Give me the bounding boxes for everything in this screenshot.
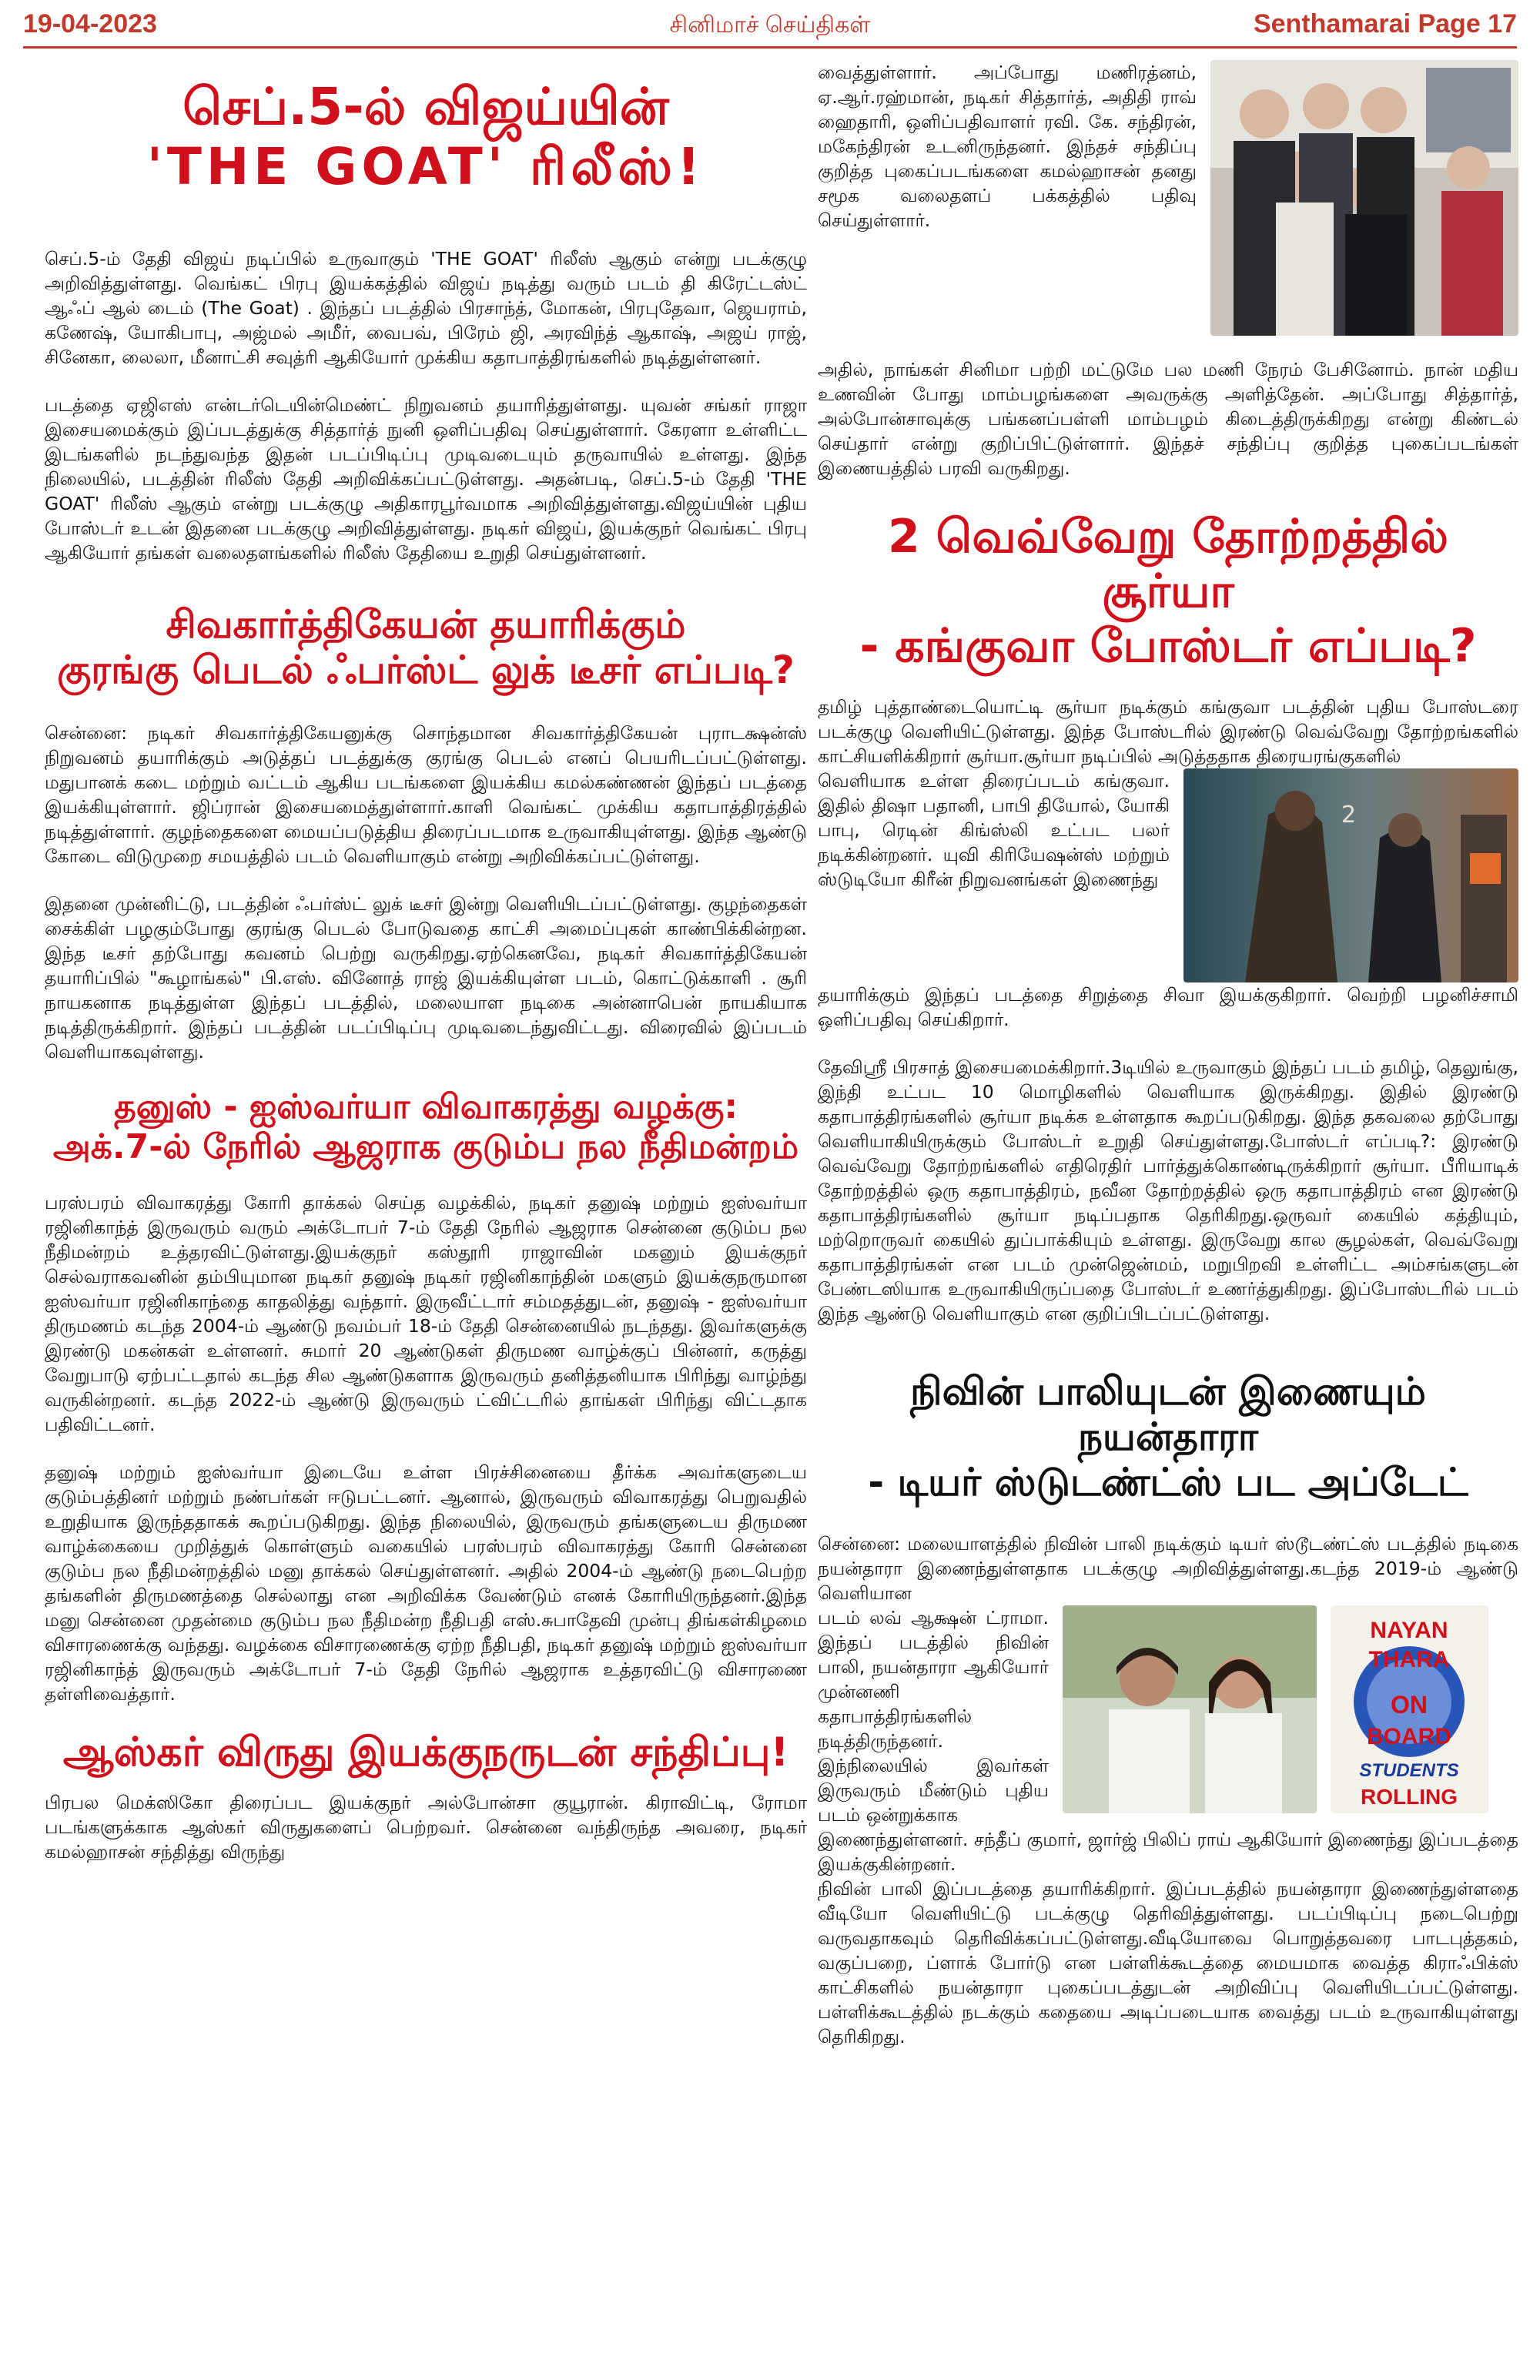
dhanush-headline <box>45 1087 807 1167</box>
surya-article <box>818 695 1518 1326</box>
siva-headline-line1: சிவகார்த்திகேயன் தயாரிக்கும் <box>166 601 686 647</box>
paper-page-number: Senthamarai Page 17 <box>1253 9 1517 38</box>
surya-wrap-text: வெளியாக உள்ள திரைப்படம் கங்குவா. இதில் திஷா பதானி, பாபி தியோல், யோகி பாபு, ரெடின் கிங்ஸ்லி உட்பட பலர் நடிக்கின்றனர். யுவி கிரியேஷன்ஸ் மற்றும் ஸ்டுடியோ கிரீன் நிறுவனங்கள் இணைந்து <box>818 770 1170 891</box>
oscar-article-end <box>818 357 1518 480</box>
svg-text:BOARD: BOARD <box>1367 1724 1451 1750</box>
goat-headline <box>45 77 807 197</box>
goat-article <box>45 246 807 565</box>
surya-headline-line2: - கங்குவா போஸ்டர் எப்படி? <box>859 618 1477 673</box>
oscar-article <box>45 1790 807 1864</box>
nivin-headline-line1: நிவின் பாலியுடன் இணையும் நயன்தாரா <box>910 1369 1426 1460</box>
oscar-headline: ஆஸ்கர் விருது இயக்குநருடன் சந்திப்பு! <box>62 1729 789 1776</box>
oscar-continued-text: வைத்துள்ளார். அப்போது மணிரத்னம், ஏ.ஆர்.ரஹ்மான், நடிகர் சித்தார்த், அதிதி ராவ் ஹைதாரி, ஒளிப்பதிவாளர் ரவி. கே. சந்திரன், மகேந்திரன் உடனிருந்தனர். இந்தச் சந்திப்பு குறித்த புகைப்படங்களை கமல்ஹாசன் தனது சமூக வலைதளப் பக்கத்தில் பதிவு செய்துள்ளார். <box>818 62 1197 231</box>
oscar-continued <box>818 60 1518 336</box>
nivin-article <box>818 1531 1518 2049</box>
left-column <box>45 60 807 1864</box>
dhanush-paragraph-1: பரஸ்பரம் விவாகரத்து கோரி தாக்கல் செய்த வழக்கில், நடிகர் தனுஷ் மற்றும் ஐஸ்வர்யா ரஜினிகாந்த் இருவரும் வரும் அக்டோபர் 7-ம் தேதி நேரில் ஆஜராக சென்னை குடும்ப நல நீதிமன்றம் உத்தரவிட்டுள்ளது.இயக்குநர் கஸ்தூரி ராஜாவின் மகனும் இயக்குநர் செல்வராகவனின் தம்பியுமான நடிகர் தனுஷ் நடிகர் ரஜினிகாந்தின் மகளும் இயக்குநருமான ஐஸ்வர்யா ரஜினிகாந்தை காதலித்து வந்தார். இருவீட்டார் சம்மதத்துடன், தனுஷ் - ஐஸ்வர்யா திருமணம் கடந்த 2004-ம் ஆண்டு நவம்பர் 18-ம் தேதி சென்னையில் நடந்தது. இவர்களுக்கு இரண்டு மகன்கள் உள்ளனர். சுமார் 20 ஆண்டுகள் திருமண வாழ்க்குப் பின்னர், கருத்து வேறுபாடு ஏற்பட்டதால் கடந்த சில ஆண்டுகளாக இருவரும் தனித்தனியாக பிரிந்து வாழ்ந்து வருகின்றனர். கடந்த 2022-ம் ஆண்டு இருவரும் ட்விட்டரில் தாங்கள் பிரிந்து விட்டதாக பதிவிட்டனர். <box>45 1191 807 1435</box>
siva-headline <box>45 602 807 693</box>
nivin-nayanthara-image <box>1063 1605 1317 1813</box>
nivin-headline <box>818 1369 1518 1505</box>
page-header <box>23 6 1517 49</box>
goat-paragraph-2: படத்தை ஏஜிஎஸ் என்டர்டெயின்மெண்ட் நிறுவனம் தயாரித்துள்ளது. யுவன் சங்கர் ராஜா இசையமைக்கும் இப்படத்துக்கு சித்தார்த் நுனி ஒளிப்பதிவு செய்துள்ளார். கேரளா உள்ளிட்ட இடங்களில் நடந்துவந்த இதன் படப்பிடிப்பு முடிவடையும் தருவாயில் உள்ளது. இந்த நிலையில், படத்தின் ரிலீஸ் தேதி அறிவிக்கப்பட்டுள்ளது. அதன்படி, செப்.5-ம் தேதி 'THE GOAT' ரிலீஸ் ஆகும் என்று படக்குழு அதிகாரபூர்வமாக அறிவித்துள்ளது.விஜய்யின் புதிய போஸ்டர் உடன் இதனை படக்குழு அறிவித்துள்ளது. நடிகர் விஜய், இயக்குநர் வெங்கட் பிரபு ஆகியோர் தங்கள் வலைதளங்களில் ரிலீஸ் தேதியை உறுதி செய்துள்ளனர். <box>45 393 807 564</box>
svg-text:ROLLING: ROLLING <box>1361 1785 1458 1809</box>
goat-paragraph-1: செப்.5-ம் தேதி விஜய் நடிப்பில் உருவாகும் 'THE GOAT' ரிலீஸ் ஆகும் என்று படக்குழு அறிவித்துள்ளது. வெங்கட் பிரபு இயக்கத்தில் விஜய் நடித்து வரும் படம் தி கிரேட்டஸ்ட் ஆஃப் ஆல் டைம் (The Goat) . இந்தப் படத்தில் பிரசாந்த், மோகன், பிரபுதேவா, ஜெயராம், கணேஷ், யோகிபாபு, அஜ்மல் அமீர், வைபவ், பிரேம் ஜி, அரவிந்த் ஆகாஷ், அஜய் ராஜ், சினேகா, லைலா, மீனாட்சி சவுத்ரி ஆகியோர் முக்கிய கதாபாத்திரங்களில் நடித்துள்ளனர். <box>45 247 807 368</box>
nivin-headline-line2: - டியர் ஸ்டுடண்ட்ஸ் பட அப்டேட் <box>868 1460 1468 1505</box>
dear-students-poster <box>1331 1605 1488 1813</box>
dhanush-article <box>45 1190 807 1706</box>
svg-text:ON: ON <box>1391 1691 1428 1719</box>
nivin-wrap-text: படம் லவ் ஆக்ஷன் ட்ராமா. இந்தப் படத்தில் நிவின் பாலி, நயன்தாரா ஆகியோர் முன்னணி கதாபாத்திரங்களில் நடித்திருந்தனர். இந்நிலையில் இவர்கள் இருவரும் மீண்டும் புதிய படம் ஒன்றுக்காக <box>818 1607 1049 1826</box>
nivin-paragraph-2: நிவின் பாலி இப்படத்தை தயாரிக்கிறார். இப்படத்தில் நயன்தாரா இணைந்துள்ளதை வீடியோ வெளியிட்டு படக்குழு தெரிவித்துள்ளது. படப்பிடிப்பு நடைபெற்று வருவதாகவும் தெரிவிக்கப்பட்டுள்ளது.வீடியோவை பொறுத்தவரை பாடபுத்தகம், வகுப்பறை, ப்ளாக் போர்டு என பள்ளிக்கூடத்தை மையமாக வைத்த கிராஃபிக்ஸ் காட்சிகளில் நயன்தாரா புகைப்படத்துடன் அறிவிப்பு வெளியிடப்பட்டுள்ளது. பள்ளிக்கூடத்தில் நடக்கும் கதையை அடிப்படையாக வைத்து படம் உருவாகியுள்ளது தெரிகிறது. <box>818 1878 1518 2048</box>
svg-text:STUDENTS: STUDENTS <box>1359 1760 1459 1782</box>
surya-headline-line1: 2 வெவ்வேறு தோற்றத்தில் சூர்யா <box>888 510 1448 618</box>
svg-text:THARA: THARA <box>1368 1647 1450 1673</box>
dhanush-headline-line1: தனுஸ் - ஐஸ்வர்யா விவாகரத்து வழக்கு: <box>114 1086 738 1126</box>
dear-students-poster-image <box>1331 1605 1488 1813</box>
siva-headline-line2: குரங்கு பெடல் ஃபர்ஸ்ட் லுக் டீசர் எப்படி? <box>57 647 795 692</box>
oscar-paragraph-1: பிரபல மெக்ஸிகோ திரைப்பட இயக்குநர் அல்போன்சா குயூரான். கிராவிட்டி, ரோமா படங்களுக்காக ஆஸ்கர் விருதுகளைப் பெற்றவர். சென்னை வந்திருந்த அவரை, நடிகர் கமல்ஹாசன் சந்தித்து விருந்து <box>45 1791 807 1863</box>
goat-headline-line1: செப்.5-ல் விஜய்யின் <box>182 77 669 136</box>
svg-text:NAYAN: NAYAN <box>1370 1618 1448 1644</box>
surya-wrap <box>818 768 1518 982</box>
issue-date: 19-04-2023 <box>23 9 157 38</box>
dhanush-headline-line2: அக்.7-ல் நேரில் ஆஜராக குடும்ப நல நீதிமன்றம் <box>52 1126 799 1167</box>
surya-paragraph-2: தேவிஸ்ரீ பிரசாத் இசையமைக்கிறார்.3டியில் உருவாகும் இந்தப் படம் தமிழ், தெலுங்கு, இந்தி உட்பட 10 மொழிகளில் வெளியாக இருக்கிறது. இதில் இரண்டு கதாபாத்திரங்களில் சூர்யா நடிக்க உள்ளதாக கூறப்படுகிறது. இந்த தகவலை தற்போது வெளியாகியிருக்கும் போஸ்டர் உறுதி செய்துள்ளது.போஸ்டர் எப்படி?: இரண்டு வெவ்வேறு தோற்றங்களில் எதிரெதிர் பார்த்துக்கொண்டிருக்கிறார் சூர்யா. பீரியாடிக் தோற்றத்தில் ஒரு கதாபாத்திரம், நவீன தோற்றத்தில் ஒரு கதாபாத்திரம் என இரண்டு கதாபாத்திரங்களில் சூர்யா நடிப்பதாக தெரிகிறது.ஒருவர் கையில் கத்தியும், மற்றொருவர் கையில் துப்பாக்கியும் உள்ளது. இருவேறு கால சூழல்கள், வெவ்வேறு கதாபாத்திரங்கள் என படம் முன்ஜென்மம், மறுபிறவி உள்ளிட்ட அம்சங்களுடன் பேண்டஸியாக உருவாகியிருப்பதை போஸ்டர் உணர்த்துகிறது. இப்போஸ்டரில் படம் இந்த ஆண்டு வெளியாகும் என குறிப்பிடப்பட்டுள்ளது. <box>818 1056 1518 1325</box>
dhanush-paragraph-2: தனுஷ் மற்றும் ஐஸ்வர்யா இடையே உள்ள பிரச்சினையை தீர்க்க அவர்களுடைய குடும்பத்தினர் மற்றும் நண்பர்கள் ஈடுபட்டனர். ஆனால், இருவரும் விவாகரத்து பெறுவதில் உறுதியாக இருந்ததாகக் கூறப்படுகிறது. இந்த நிலையில், இருவரும் தங்களுடைய திருமண வாழ்க்கையை முறித்துக் கொள்ளும் வகையில் பரஸ்பரம் விவாகரத்து கோரி சென்னை குடும்ப நல நீதிமன்றத்தில் மனு தாக்கல் செய்துள்ளனர். அதில் 2004-ம் ஆண்டு நடைபெற்ற தங்களின் திருமணத்தை செல்லாது என அறிவிக்க வேண்டும் எனக் கோரியிருந்தனர்.இந்த மனு சென்னை முதன்மை குடும்ப நல நீதிமன்ற நீதிபதி எஸ்.சுபாதேவி முன்பு திங்கள்கிழமை விசாரணைக்கு வந்தது. வழக்கை விசாரணைக்கு ஏற்ற நீதிபதி, நடிகர் தனுஷ் மற்றும் ஐஸ்வர்யா ரஜினிகாந்த் இருவரும் அக்டோபர் 7-ம் தேதி நேரில் ஆஜராக உத்தரவிட்டு விசாரணை தள்ளிவைத்தார். <box>45 1461 807 1705</box>
siva-paragraph-2: இதனை முன்னிட்டு, படத்தின் ஃபர்ஸ்ட் லுக் டீசர் இன்று வெளியிடப்பட்டுள்ளது. குழந்தைகள் சைக்கிள் பழகும்போது குரங்கு பெடல் போடுவதை காட்சி அமைப்புகள் காண்பிக்கின்றன. இந்த டீசர் தற்போது கவனம் பெற்று வருகிறது.ஏற்கெனவே, நடிகர் சிவகார்த்திகேயன் தயாரிப்பில் "கூழாங்கல்" பி.எஸ். வினோத் ராஜ் இயக்கியுள்ள படம், கொட்டுக்காளி . சூரி நாயகனாக நடித்துள்ள இந்தப் படத்தில், மலையாள நடிகை அன்னாபென் நாயகியாக நடித்திருக்கிறார். இந்தப் படத்தின் படப்பிடிப்பு முடிவடைந்துவிட்டது. விரைவில் இப்படம் வெளியாகவுள்ளது. <box>45 892 807 1063</box>
poster-number: 2 <box>1341 802 1357 829</box>
surya-paragraph-lead: தமிழ் புத்தாண்டையொட்டி சூர்யா நடிக்கும் கங்குவா படத்தின் புதிய போஸ்டரை படக்குழு வெளியிட்டுள்ளது. இந்த போஸ்டரில் இரண்டு வெவ்வேறு தோற்றங்களில் காட்சியளிக்கிறார் சூர்யா.சூர்யா நடிப்பில் அடுத்ததாக திரையரங்குகளில் <box>818 696 1518 768</box>
siva-article <box>45 721 807 1064</box>
group-photo-image <box>1210 60 1518 336</box>
surya-paragraph-tail: தயாரிக்கும் இந்தப் படத்தை சிறுத்தை சிவா இயக்குகிறார். வெற்றி பழனிச்சாமி ஒளிப்பதிவு செய்கிறார். <box>818 984 1518 1031</box>
kanguva-poster <box>1183 768 1518 982</box>
siva-paragraph-1: சென்னை: நடிகர் சிவகார்த்திகேயனுக்கு சொந்தமான சிவகார்த்திகேயன் புராடக்ஷன்ஸ் நிறுவனம் தயாரிக்கும் அடுத்தப் படத்துக்கு குரங்கு பெடல் எனப் பெயரிடப்பட்டுள்ளது. மதுபானக் கடை மற்றும் வட்டம் ஆகிய படங்களை இயக்கிய கமல்கண்ணன் இந்தப் படத்தை இயக்கியுள்ளார். ஜிப்ரான் இசையமைத்துள்ளார்.காளி வெங்கட் முக்கிய கதாபாத்திரத்தில் நடித்துள்ளார். குழந்தைகளை மையப்படுத்திய திரைப்படமாக உருவாகியுள்ளது. இந்த ஆண்டு கோடை விடுமுறை சமயத்தில் படம் வெளியாகும் என்று அறிவிக்கப்பட்டுள்ளது. <box>45 721 807 867</box>
oscar-paragraph-2: அதில், நாங்கள் சினிமா பற்றி மட்டுமே பல மணி நேரம் பேசினோம். நான் மதிய உணவின் போது மாம்பழங்களை அவருக்கு அளித்தேன். அப்போது சித்தார்த், அல்போன்சாவுக்கு பங்கனப்பள்ளி மாம்பழம் கிடைத்திருக்கிறது என்று கிண்டல் செய்தார் என்று குறிப்பிட்டுள்ளார். இந்தச் சந்திப்பு குறித்த புகைப்படங்கள் இணையத்தில் பரவி வருகிறது. <box>818 359 1518 479</box>
nivin-nayanthara-photo <box>1063 1605 1317 1813</box>
right-column <box>818 60 1518 2072</box>
oscar-group-photo <box>1210 60 1518 336</box>
goat-headline-line2: 'THE GOAT' ரிலீஸ்! <box>146 136 705 196</box>
nivin-wrap <box>818 1605 1518 1827</box>
nivin-paragraph-tail: இணைந்துள்ளனர். சந்தீப் குமார், ஜார்ஜ் பிலிப் ராய் ஆகியோர் இணைந்து இப்படத்தை இயக்குகின்றனர். <box>818 1829 1518 1876</box>
surya-headline <box>818 510 1518 673</box>
kanguva-poster-image <box>1183 768 1518 982</box>
nivin-paragraph-lead: சென்னை: மலையாளத்தில் நிவின் பாலி நடிக்கும் டியர் ஸ்டூடண்ட்ஸ் படத்தில் நடிகை நயன்தாரா இணைந்துள்ளதாக படக்குழு அறிவித்துள்ளது.கடந்த 2019-ம் ஆண்டு வெளியான <box>818 1533 1518 1605</box>
section-name: சினிமாச் செய்திகள் <box>669 12 871 38</box>
